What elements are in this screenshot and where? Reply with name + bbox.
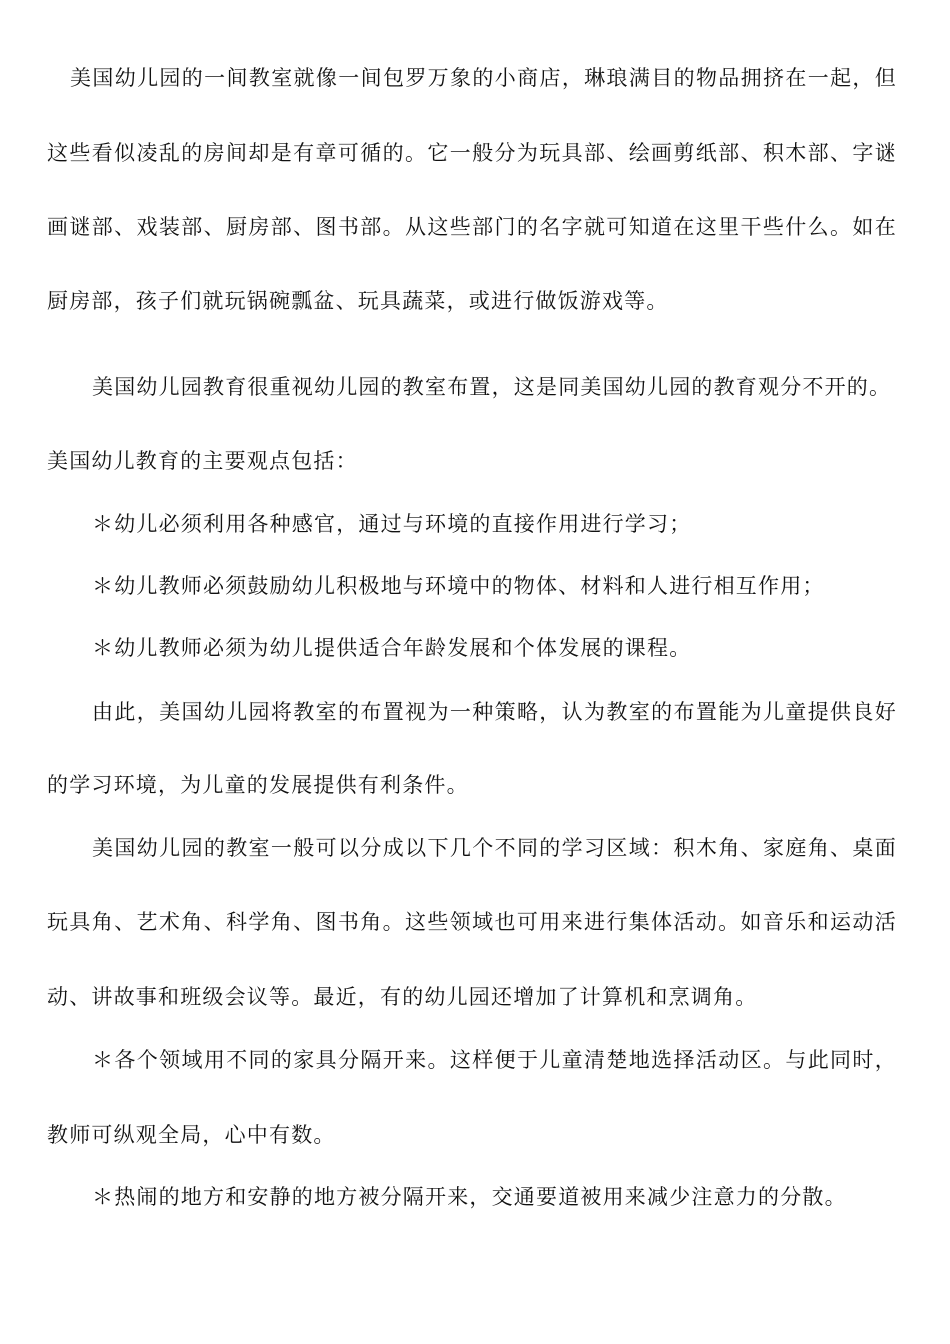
paragraph-4-line-1: 美国幼儿园的教室一般可以分成以下几个不同的学习区域：积木角、家庭角、桌面 xyxy=(92,836,897,860)
bullet-point-5: ＊热闹的地方和安静的地方被分隔开来，交通要道被用来减少注意力的分散。 xyxy=(92,1185,847,1209)
paragraph-1-line-1: 美国幼儿园的一间教室就像一间包罗万象的小商店，琳琅满目的物品拥挤在一起，但 xyxy=(70,66,897,90)
paragraph-2-line-2: 美国幼儿教育的主要观点包括： xyxy=(47,449,358,473)
paragraph-1-line-3: 画谜部、戏装部、厨房部、图书部。从这些部门的名字就可知道在这里干些什么。如在 xyxy=(47,215,897,239)
bullet-point-1: ＊幼儿必须利用各种感官，通过与环境的直接作用进行学习； xyxy=(92,512,692,536)
paragraph-2-line-1: 美国幼儿园教育很重视幼儿园的教室布置，这是同美国幼儿园的教育观分不开的。 xyxy=(92,375,892,399)
bullet-point-4-line-2: 教师可纵观全局，心中有数。 xyxy=(47,1123,336,1147)
bullet-point-3: ＊幼儿教师必须为幼儿提供适合年龄发展和个体发展的课程。 xyxy=(92,636,692,660)
paragraph-3-line-1: 由此，美国幼儿园将教室的布置视为一种策略，认为教室的布置能为儿童提供良好 xyxy=(92,700,897,724)
bullet-point-4-line-1: ＊各个领域用不同的家具分隔开来。这样便于儿童清楚地选择活动区。与此同时， xyxy=(92,1048,897,1072)
paragraph-1-line-4: 厨房部，孩子们就玩锅碗瓢盆、玩具蔬菜，或进行做饭游戏等。 xyxy=(47,289,669,313)
bullet-point-2: ＊幼儿教师必须鼓励幼儿积极地与环境中的物体、材料和人进行相互作用； xyxy=(92,574,825,598)
paragraph-3-line-2: 的学习环境，为儿童的发展提供有利条件。 xyxy=(47,773,469,797)
paragraph-1-line-2: 这些看似凌乱的房间却是有章可循的。它一般分为玩具部、绘画剪纸部、积木部、字谜 xyxy=(47,141,897,165)
paragraph-4-line-3: 动、讲故事和班级会议等。最近，有的幼儿园还增加了计算机和烹调角。 xyxy=(47,985,758,1009)
paragraph-4-line-2: 玩具角、艺术角、科学角、图书角。这些领域也可用来进行集体活动。如音乐和运动活 xyxy=(47,910,897,934)
